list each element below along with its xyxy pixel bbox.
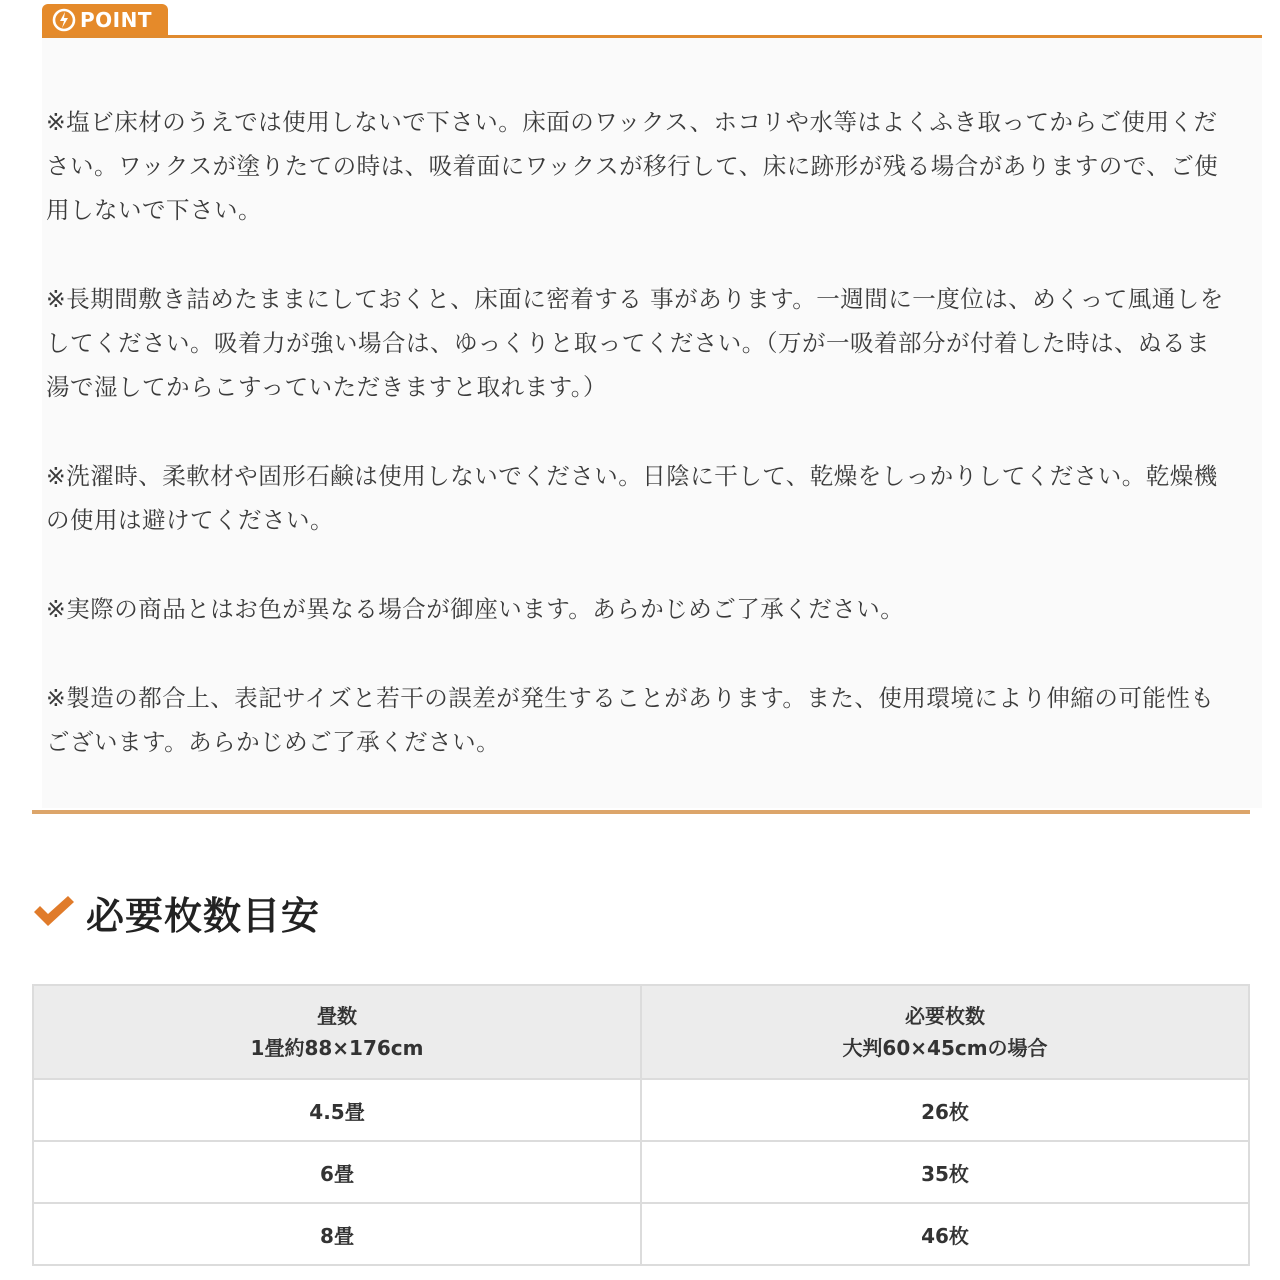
point-header bbox=[42, 4, 1262, 38]
section-heading bbox=[30, 882, 320, 942]
notice-paragraph: ※製造の都合上、表記サイズと若干の誤差が発生することがあります。また、使用環境により伸縮の可能性もございます。あらかじめご了承ください。 bbox=[46, 684, 1215, 756]
section-title: 必要枚数目安 bbox=[86, 893, 321, 938]
cell-count: 35枚 bbox=[641, 1141, 1249, 1203]
header-tatami bbox=[33, 985, 641, 1079]
cell-tatami: 6畳 bbox=[33, 1141, 641, 1203]
header-tatami-title: 畳数 bbox=[317, 1004, 357, 1028]
header-count-title: 必要枚数 bbox=[905, 1004, 985, 1028]
required-count-table bbox=[32, 984, 1250, 1266]
notice-paragraph: ※実際の商品とはお色が異なる場合が御座います。あらかじめご了承ください。 bbox=[46, 595, 905, 623]
cell-tatami: 4.5畳 bbox=[33, 1079, 641, 1141]
check-icon bbox=[30, 892, 78, 932]
header-count-sub: 大判60×45cmの場合 bbox=[842, 1036, 1048, 1060]
table-row bbox=[33, 1079, 1249, 1141]
point-icon bbox=[52, 8, 76, 32]
header-count bbox=[641, 985, 1249, 1079]
cell-count: 46枚 bbox=[641, 1203, 1249, 1265]
notice-divider bbox=[32, 810, 1250, 814]
notice-text bbox=[46, 100, 1226, 809]
header-tatami-sub: 1畳約88×176cm bbox=[250, 1036, 424, 1060]
notice-paragraph: ※長期間敷き詰めたままにしておくと、床面に密着する 事があります。一週間に一度位は、めくって風通しをしてください。吸着力が強い場合は、ゆっくりと取ってください。（万が一吸着部分が付着した時は、ぬるま湯で湿してからこすっていただきますと取れます。） bbox=[46, 285, 1224, 401]
table-row bbox=[33, 1203, 1249, 1265]
cell-count: 26枚 bbox=[641, 1079, 1249, 1141]
notice-paragraph: ※塩ビ床材のうえでは使用しないで下さい。床面のワックス、ホコリや水等はよくふき取ってからご使用ください。ワックスが塗りたての時は、吸着面にワックスが移行して、床に跡形が残る場合がありますので、ご使用しないで下さい。 bbox=[46, 108, 1219, 224]
cell-tatami: 8畳 bbox=[33, 1203, 641, 1265]
table-header-row bbox=[33, 985, 1249, 1079]
table-row bbox=[33, 1141, 1249, 1203]
point-badge bbox=[42, 4, 168, 35]
point-label: POINT bbox=[80, 7, 152, 32]
notice-paragraph: ※洗濯時、柔軟材や固形石鹸は使用しないでください。日陰に干して、乾燥をしっかりしてください。乾燥機の使用は避けてください。 bbox=[46, 462, 1218, 534]
